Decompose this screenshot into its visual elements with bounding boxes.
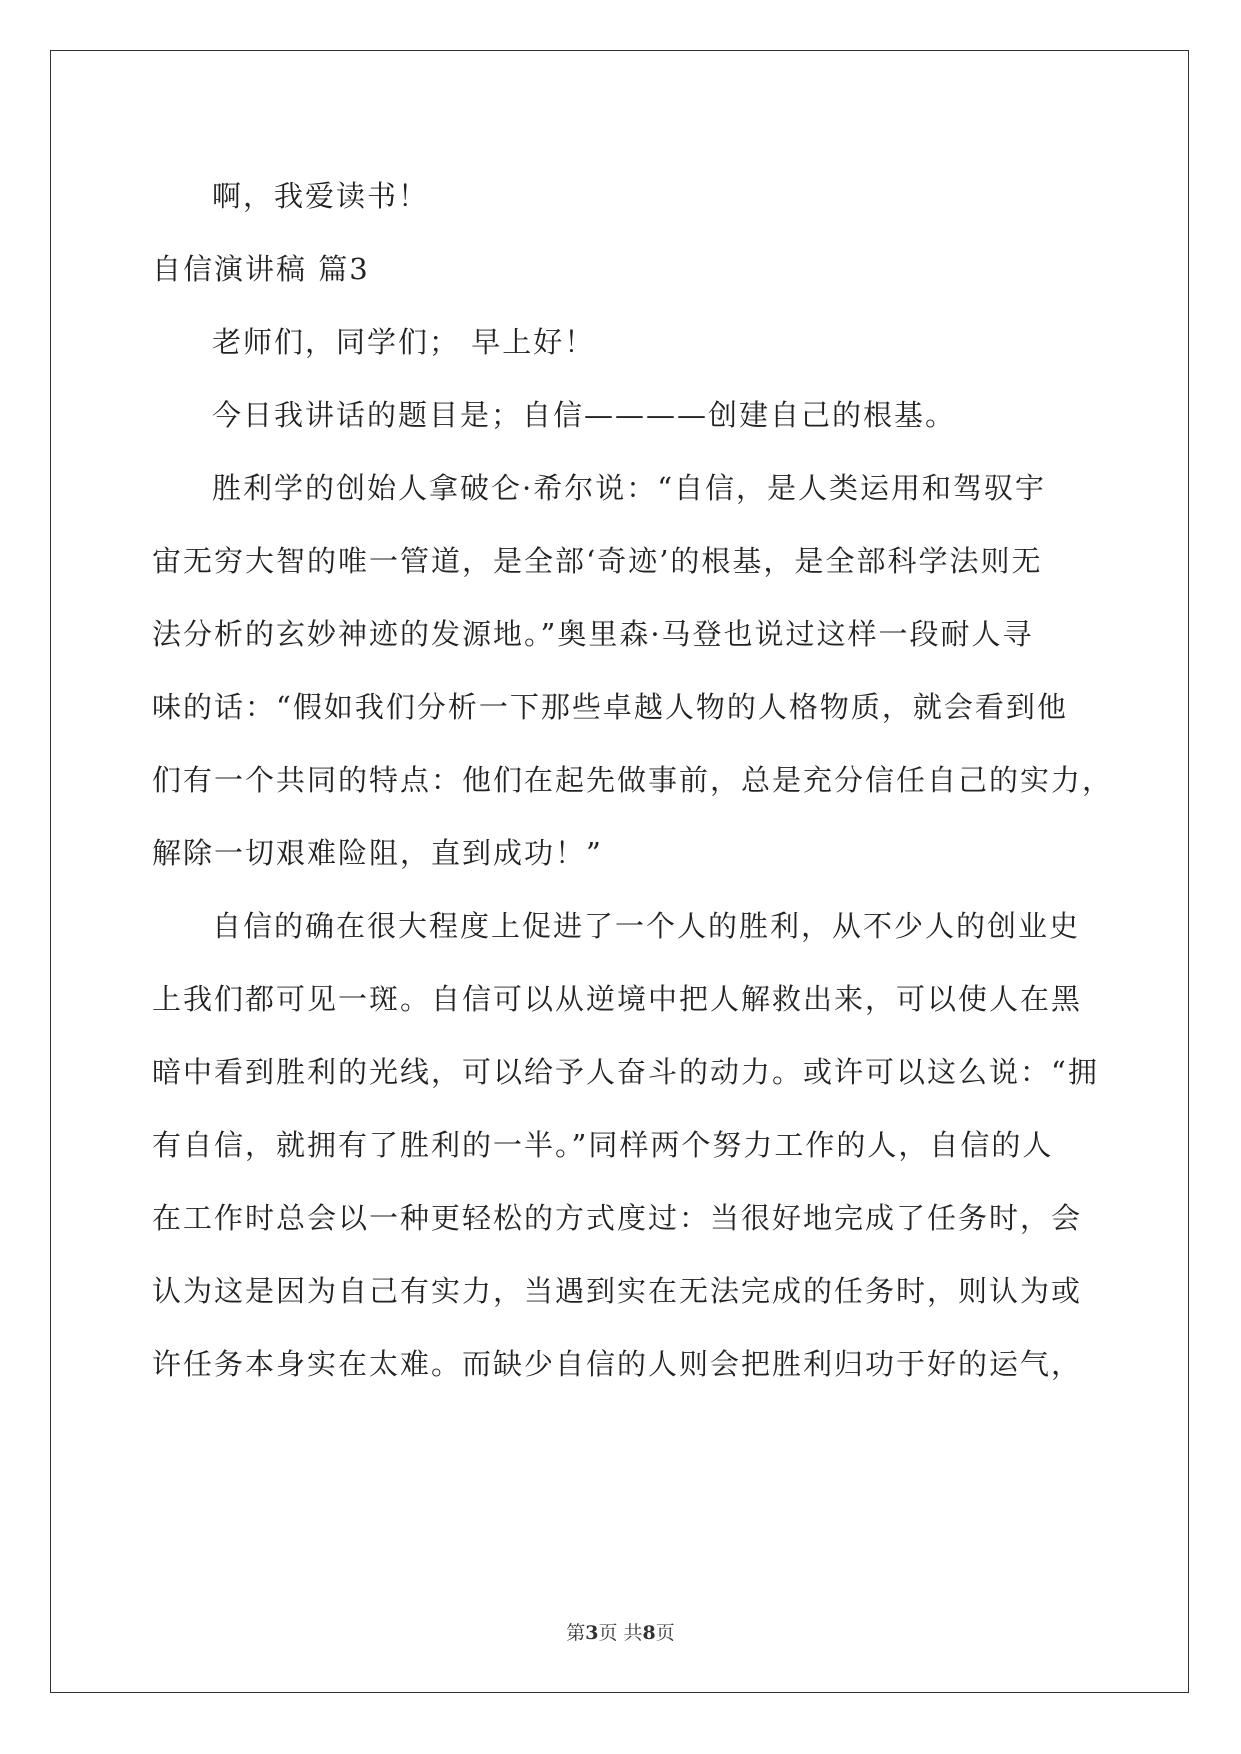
paragraph	[152, 233, 1092, 306]
current-page-number: 3	[585, 1622, 599, 1644]
text-line: 们有一个共同的特点：他们在起先做事前，总是充分信任自己的实力，	[152, 763, 1114, 797]
text-line: 法分析的玄妙神迹的发源地。”奥里森·马登也说过这样一段耐人寻	[152, 617, 1034, 651]
footer-middle: 页 共	[598, 1622, 643, 1644]
text-line: 今日我讲话的题目是；自信————创建自己的根基。	[212, 398, 957, 432]
text-line: 在工作时总会以一种更轻松的方式度过：当很好地完成了任务时，会	[152, 1201, 1083, 1235]
paragraph	[152, 452, 1114, 890]
text-line: 认为这是因为自己有实力，当遇到实在无法完成的任务时，则认为或	[152, 1274, 1083, 1308]
text-line: 自信的确在很大程度上促进了一个人的胜利，从不少人的创业史	[212, 909, 1081, 943]
text-line: 上我们都可见一斑。自信可以从逆境中把人解救出来，可以使人在黑	[152, 982, 1083, 1016]
paragraph	[152, 306, 1092, 379]
paragraph	[152, 890, 1099, 1401]
text-line: 有自信，就拥有了胜利的一半。”同样两个努力工作的人，自信的人	[152, 1128, 1054, 1162]
page-footer	[0, 1618, 1241, 1645]
paragraph	[152, 160, 1092, 233]
total-page-number: 8	[642, 1622, 656, 1644]
text-line: 宙无穷大智的唯一管道，是全部‘奇迹’的根基，是全部科学法则无	[152, 544, 1043, 578]
paragraph	[152, 379, 1092, 452]
text-line: 许任务本身实在太难。而缺少自信的人则会把胜利归功于好的运气，	[152, 1347, 1083, 1381]
text-line: 自信演讲稿 篇3	[152, 252, 370, 286]
document-body	[152, 160, 1114, 1401]
text-line: 啊，我爱读书！	[212, 179, 430, 213]
text-line: 解除一切艰难险阻，直到成功！”	[152, 836, 603, 870]
text-line: 暗中看到胜利的光线，可以给予人奋斗的动力。或许可以这么说：“拥	[152, 1055, 1099, 1089]
text-line: 胜利学的创始人拿破仑·希尔说：“自信，是人类运用和驾驭宇	[212, 471, 1047, 505]
text-line: 老师们，同学们； 早上好！	[212, 325, 596, 359]
text-line: 味的话：“假如我们分析一下那些卓越人物的人格物质，就会看到他	[152, 690, 1068, 724]
footer-suffix: 页	[655, 1622, 675, 1644]
footer-prefix: 第	[566, 1622, 586, 1644]
